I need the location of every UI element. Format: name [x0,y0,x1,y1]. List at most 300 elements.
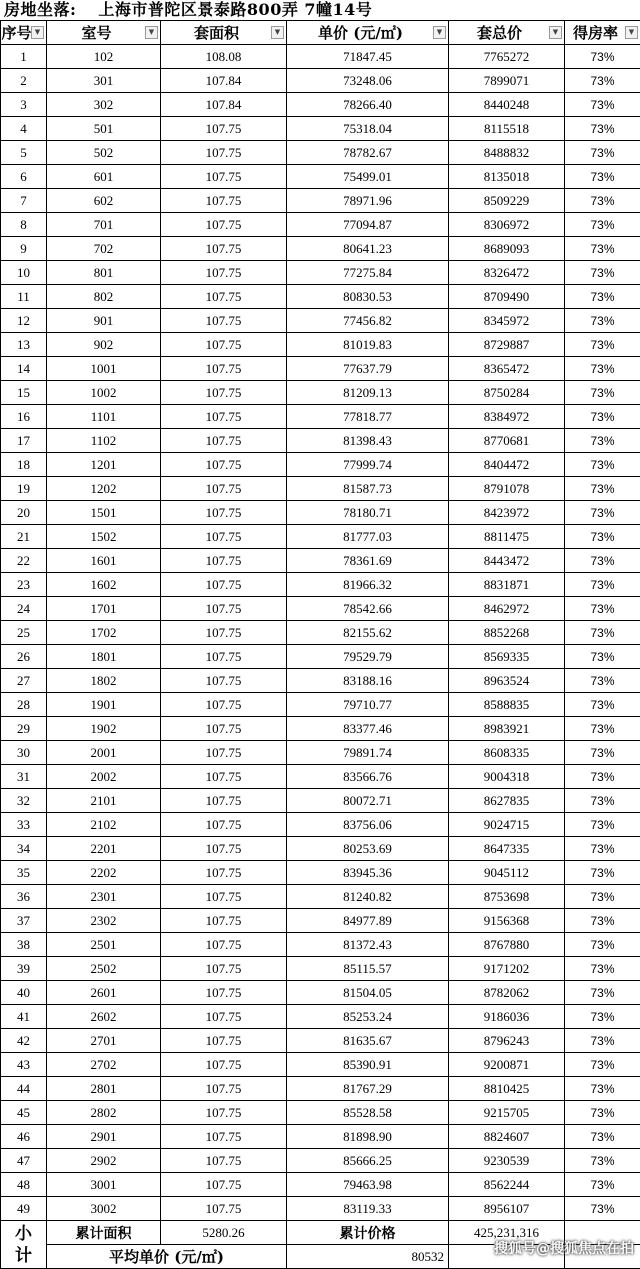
unit-area: 107.75 [161,573,287,597]
table-row [1,669,640,693]
table-row [1,981,640,1005]
efficiency-rate: 73% [565,213,640,237]
row-seq: 28 [1,693,47,717]
room-number: 1602 [47,573,161,597]
unit-price: 79463.98 [287,1173,449,1197]
total-price: 9200871 [449,1053,565,1077]
unit-area: 107.75 [161,477,287,501]
filter-dropdown-icon[interactable]: ▼ [625,26,638,39]
unit-area: 107.75 [161,1197,287,1221]
row-seq: 13 [1,333,47,357]
room-number: 301 [47,69,161,93]
room-number: 702 [47,237,161,261]
row-seq: 22 [1,549,47,573]
table-row [1,477,640,501]
efficiency-rate: 73% [565,429,640,453]
room-number: 1502 [47,525,161,549]
unit-price: 78180.71 [287,501,449,525]
row-seq: 37 [1,909,47,933]
header-label: 套面积 [194,22,253,43]
row-seq: 40 [1,981,47,1005]
efficiency-rate: 73% [565,381,640,405]
room-number: 1901 [47,693,161,717]
unit-price: 80641.23 [287,237,449,261]
unit-area: 107.75 [161,501,287,525]
room-number: 2202 [47,861,161,885]
total-price: 8709490 [449,285,565,309]
total-price: 8569335 [449,645,565,669]
filter-dropdown-icon[interactable]: ▼ [31,26,44,39]
row-seq: 19 [1,477,47,501]
unit-price: 85253.24 [287,1005,449,1029]
total-price: 8963524 [449,669,565,693]
efficiency-rate: 73% [565,501,640,525]
total-price: 8831871 [449,573,565,597]
unit-price: 83945.36 [287,861,449,885]
row-seq: 18 [1,453,47,477]
unit-area: 107.75 [161,189,287,213]
efficiency-rate: 73% [565,237,640,261]
price-list-table [0,20,640,1269]
unit-area: 107.75 [161,261,287,285]
row-seq: 6 [1,165,47,189]
table-row [1,1125,640,1149]
total-price-label: 累计价格 [287,1221,449,1245]
row-seq: 27 [1,669,47,693]
table-row [1,741,640,765]
total-price: 8956107 [449,1197,565,1221]
total-price: 8423972 [449,501,565,525]
room-number: 501 [47,117,161,141]
unit-price: 78782.67 [287,141,449,165]
unit-price: 80072.71 [287,789,449,813]
row-seq: 38 [1,933,47,957]
unit-area: 107.75 [161,693,287,717]
efficiency-rate: 73% [565,765,640,789]
unit-price: 85390.91 [287,1053,449,1077]
row-seq: 49 [1,1197,47,1221]
row-seq: 44 [1,1077,47,1101]
table-row [1,501,640,525]
unit-area: 107.84 [161,93,287,117]
unit-price: 77094.87 [287,213,449,237]
table-row [1,381,640,405]
efficiency-rate: 73% [565,309,640,333]
unit-price: 83119.33 [287,1197,449,1221]
table-row [1,1029,640,1053]
room-number: 1101 [47,405,161,429]
unit-price: 79529.79 [287,645,449,669]
row-seq: 24 [1,597,47,621]
table-row [1,189,640,213]
total-price: 8404472 [449,453,565,477]
total-price: 8306972 [449,213,565,237]
room-number: 1802 [47,669,161,693]
efficiency-rate: 73% [565,525,640,549]
total-price: 8750284 [449,381,565,405]
room-number: 3002 [47,1197,161,1221]
unit-price: 84977.89 [287,909,449,933]
room-number: 1201 [47,453,161,477]
efficiency-rate: 73% [565,141,640,165]
unit-area: 107.75 [161,1125,287,1149]
header-seq [1,21,47,45]
total-price: 8647335 [449,837,565,861]
efficiency-rate: 73% [565,885,640,909]
room-number: 701 [47,213,161,237]
unit-price: 81777.03 [287,525,449,549]
unit-price: 81767.29 [287,1077,449,1101]
unit-price: 85528.58 [287,1101,449,1125]
room-number: 1001 [47,357,161,381]
table-row [1,525,640,549]
filter-dropdown-icon[interactable]: ▼ [433,26,446,39]
unit-price: 81635.67 [287,1029,449,1053]
efficiency-rate: 73% [565,1101,640,1125]
unit-price: 81209.13 [287,381,449,405]
unit-area: 107.75 [161,1173,287,1197]
efficiency-rate: 73% [565,981,640,1005]
table-row [1,1173,640,1197]
header-label: 套总价 [477,22,536,43]
total-price: 8135018 [449,165,565,189]
efficiency-rate: 73% [565,1197,640,1221]
unit-price: 85666.25 [287,1149,449,1173]
table-row [1,213,640,237]
unit-price: 78266.40 [287,93,449,117]
header-total-price [449,21,565,45]
unit-area: 107.75 [161,645,287,669]
room-number: 2901 [47,1125,161,1149]
row-seq: 31 [1,765,47,789]
row-seq: 9 [1,237,47,261]
unit-price: 79710.77 [287,693,449,717]
room-number: 801 [47,261,161,285]
total-price: 9156368 [449,909,565,933]
room-number: 1801 [47,645,161,669]
unit-area: 107.75 [161,957,287,981]
total-price: 9045112 [449,861,565,885]
unit-area: 107.75 [161,813,287,837]
total-price: 9004318 [449,765,565,789]
header-label: 室号 [81,22,125,43]
table-row [1,357,640,381]
total-price: 8440248 [449,93,565,117]
row-seq: 4 [1,117,47,141]
table-row [1,693,640,717]
unit-price: 81504.05 [287,981,449,1005]
total-price: 8443472 [449,549,565,573]
header-row [1,21,640,45]
unit-price: 81240.82 [287,885,449,909]
efficiency-rate: 73% [565,1077,640,1101]
room-number: 602 [47,189,161,213]
table-row [1,813,640,837]
unit-area: 108.08 [161,45,287,69]
efficiency-rate: 73% [565,1053,640,1077]
unit-price: 78361.69 [287,549,449,573]
unit-price: 78971.96 [287,189,449,213]
unit-area: 107.75 [161,741,287,765]
total-price: 8115518 [449,117,565,141]
room-number: 2002 [47,765,161,789]
unit-price: 75318.04 [287,117,449,141]
room-number: 2302 [47,909,161,933]
total-price: 8770681 [449,429,565,453]
row-seq: 43 [1,1053,47,1077]
total-price: 8627835 [449,789,565,813]
location-address: 上海市普陀区景泰路800弄 7幢14号 [98,0,372,19]
unit-area: 107.75 [161,453,287,477]
unit-price: 81587.73 [287,477,449,501]
header-unit-price [287,21,449,45]
efficiency-rate: 73% [565,165,640,189]
unit-area: 107.75 [161,909,287,933]
total-price: 8509229 [449,189,565,213]
efficiency-rate: 73% [565,477,640,501]
room-number: 2801 [47,1077,161,1101]
row-seq: 41 [1,1005,47,1029]
efficiency-rate: 73% [565,789,640,813]
total-price: 7765272 [449,45,565,69]
room-number: 1702 [47,621,161,645]
row-seq: 8 [1,213,47,237]
table-row [1,1197,640,1221]
efficiency-rate: 73% [565,861,640,885]
unit-price: 81966.32 [287,573,449,597]
total-price: 8791078 [449,477,565,501]
unit-area: 107.75 [161,1053,287,1077]
row-seq: 34 [1,837,47,861]
unit-area: 107.75 [161,861,287,885]
row-seq: 21 [1,525,47,549]
filter-dropdown-icon[interactable]: ▼ [549,26,562,39]
total-price: 8588835 [449,693,565,717]
table-row [1,765,640,789]
efficiency-rate: 73% [565,69,640,93]
total-price: 8811475 [449,525,565,549]
total-price: 8810425 [449,1077,565,1101]
table-row [1,237,640,261]
header-label: 序号 [1,22,45,43]
header-area [161,21,287,45]
room-number: 1002 [47,381,161,405]
header-efficiency [565,21,640,45]
total-price: 7899071 [449,69,565,93]
efficiency-rate: 73% [565,357,640,381]
unit-area: 107.75 [161,357,287,381]
efficiency-rate: 73% [565,669,640,693]
table-row [1,333,640,357]
unit-area: 107.75 [161,429,287,453]
table-row [1,789,640,813]
room-number: 1202 [47,477,161,501]
row-seq: 29 [1,717,47,741]
table-row [1,69,640,93]
efficiency-rate: 73% [565,405,640,429]
row-seq: 10 [1,261,47,285]
unit-area: 107.75 [161,1149,287,1173]
total-price: 9171202 [449,957,565,981]
table-row [1,1077,640,1101]
room-number: 901 [47,309,161,333]
header-label: 单价 (元/㎡) [318,22,417,43]
total-price: 8488832 [449,141,565,165]
row-seq: 39 [1,957,47,981]
room-number: 2602 [47,1005,161,1029]
table-row [1,933,640,957]
row-seq: 36 [1,885,47,909]
unit-area: 107.75 [161,933,287,957]
row-seq: 20 [1,501,47,525]
room-number: 2101 [47,789,161,813]
room-number: 302 [47,93,161,117]
table-row [1,597,640,621]
table-row [1,93,640,117]
unit-price: 78542.66 [287,597,449,621]
filter-dropdown-icon[interactable]: ▼ [145,26,158,39]
table-row [1,573,640,597]
unit-price: 77456.82 [287,309,449,333]
unit-area: 107.75 [161,165,287,189]
efficiency-rate: 73% [565,1005,640,1029]
unit-area: 107.75 [161,381,287,405]
efficiency-rate: 73% [565,573,640,597]
efficiency-rate: 73% [565,1029,640,1053]
total-price: 8326472 [449,261,565,285]
row-seq: 47 [1,1149,47,1173]
unit-price: 81372.43 [287,933,449,957]
room-number: 102 [47,45,161,69]
efficiency-rate: 73% [565,837,640,861]
unit-price: 71847.45 [287,45,449,69]
total-price: 8689093 [449,237,565,261]
table-row [1,429,640,453]
efficiency-rate: 73% [565,189,640,213]
total-price: 8608335 [449,741,565,765]
table-row [1,861,640,885]
row-seq: 15 [1,381,47,405]
unit-price: 77999.74 [287,453,449,477]
unit-price: 83756.06 [287,813,449,837]
subtotal-text: 小计 [14,1223,34,1267]
row-seq: 5 [1,141,47,165]
row-seq: 45 [1,1101,47,1125]
unit-area: 107.75 [161,525,287,549]
efficiency-rate: 73% [565,1173,640,1197]
efficiency-rate: 73% [565,45,640,69]
row-seq: 3 [1,93,47,117]
row-seq: 25 [1,621,47,645]
table-row [1,1005,640,1029]
table-row [1,909,640,933]
table-row [1,885,640,909]
efficiency-rate: 73% [565,645,640,669]
table-row [1,165,640,189]
average-price-value: 80532 [287,1245,449,1269]
unit-area: 107.75 [161,285,287,309]
efficiency-rate: 73% [565,933,640,957]
unit-area: 107.75 [161,981,287,1005]
row-seq: 1 [1,45,47,69]
efficiency-rate: 73% [565,333,640,357]
total-price-value: 425,231,316 [449,1221,565,1245]
row-seq: 35 [1,861,47,885]
row-seq: 30 [1,741,47,765]
efficiency-rate: 73% [565,909,640,933]
unit-area: 107.75 [161,621,287,645]
room-number: 2201 [47,837,161,861]
room-number: 902 [47,333,161,357]
unit-price: 83188.16 [287,669,449,693]
table-row [1,117,640,141]
row-seq: 14 [1,357,47,381]
table-row [1,621,640,645]
table-row [1,1101,640,1125]
table-row [1,285,640,309]
room-number: 2001 [47,741,161,765]
room-number: 2802 [47,1101,161,1125]
row-seq: 7 [1,189,47,213]
unit-area: 107.75 [161,309,287,333]
efficiency-rate: 73% [565,741,640,765]
total-price: 9215705 [449,1101,565,1125]
row-seq: 33 [1,813,47,837]
total-price: 8767880 [449,933,565,957]
unit-area: 107.75 [161,1005,287,1029]
unit-price: 77818.77 [287,405,449,429]
efficiency-rate: 73% [565,717,640,741]
unit-price: 81398.43 [287,429,449,453]
total-price: 8345972 [449,309,565,333]
total-price: 9024715 [449,813,565,837]
average-price-label: 平均单价 (元/㎡) [47,1245,287,1269]
row-seq: 16 [1,405,47,429]
table-row [1,717,640,741]
total-area-value: 5280.26 [161,1221,287,1245]
unit-area: 107.75 [161,405,287,429]
total-price: 9230539 [449,1149,565,1173]
total-price: 8384972 [449,405,565,429]
table-row [1,1053,640,1077]
room-number: 2501 [47,933,161,957]
unit-area: 107.75 [161,669,287,693]
room-number: 1701 [47,597,161,621]
row-seq: 12 [1,309,47,333]
row-seq: 26 [1,645,47,669]
table-row [1,837,640,861]
filter-dropdown-icon[interactable]: ▼ [271,26,284,39]
unit-area: 107.75 [161,717,287,741]
total-price: 8462972 [449,597,565,621]
room-number: 1902 [47,717,161,741]
unit-price: 75499.01 [287,165,449,189]
table-row [1,549,640,573]
efficiency-rate: 73% [565,957,640,981]
unit-area: 107.75 [161,1077,287,1101]
unit-price: 73248.06 [287,69,449,93]
row-seq: 17 [1,429,47,453]
room-number: 802 [47,285,161,309]
unit-price: 81898.90 [287,1125,449,1149]
location-label: 房地坐落: [4,0,76,19]
unit-area: 107.75 [161,597,287,621]
efficiency-rate: 73% [565,261,640,285]
unit-price: 83377.46 [287,717,449,741]
unit-area: 107.75 [161,789,287,813]
total-price: 8796243 [449,1029,565,1053]
efficiency-rate: 73% [565,285,640,309]
